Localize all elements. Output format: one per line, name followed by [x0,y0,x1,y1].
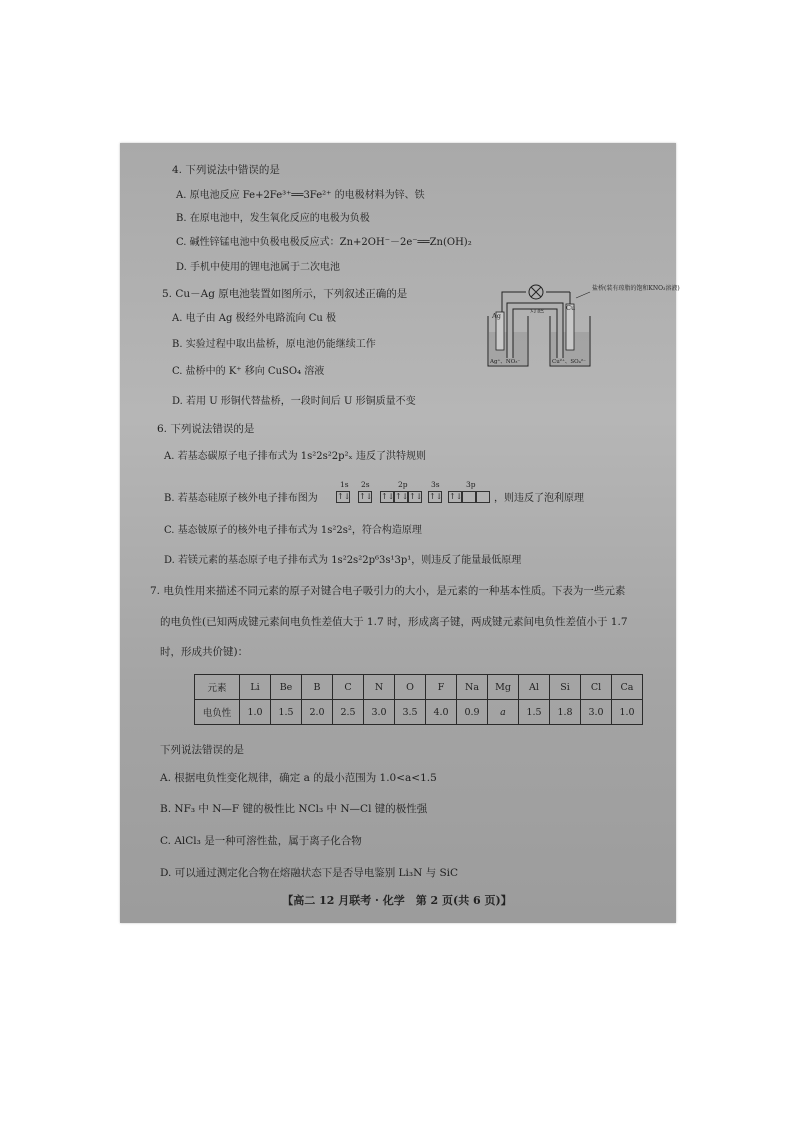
q5-option-c: C. 盐桥中的 K⁺ 移向 CuSO₄ 溶液 [172,366,325,377]
q6-option-a: A. 若基态碳原子电子排布式为 1s²2s²2p²ₓ 违反了洪特规则 [164,451,426,462]
q5-option-b: B. 实验过程中取出盐桥，原电池仍能继续工作 [172,339,376,350]
electronegativity-row: 电负性 1.0 1.5 2.0 2.5 3.0 3.5 4.0 0.9 a 1.5 1.8 3.0 1.0 [195,700,643,725]
q7-question: 下列说法错误的是 [160,744,244,756]
galvanic-cell-figure [480,282,680,374]
q5-option-a: A. 电子由 Ag 极经外电路流向 Cu 极 [172,313,337,324]
svg-text:Ag⁺、NO₃⁻: Ag⁺、NO₃⁻ [490,359,521,365]
q5-stem: 5. Cu－Ag 原电池装置如图所示，下列叙述正确的是 [162,288,408,300]
q4-option-c: C. 碱性锌锰电池中负极电极反应式：Zn+2OH⁻－2e⁻══Zn(OH)₂ [176,237,472,248]
q7-option-a: A. 根据电负性变化规律，确定 a 的最小范围为 1.0<a<1.5 [160,772,437,784]
q7-option-d: D. 可以通过测定化合物在熔融状态下是否导电鉴别 Li₃N 与 SiC [160,867,459,879]
q6-stem: 6. 下列说法错误的是 [157,423,255,435]
q7-stem-line1: 7. 电负性用来描述不同元素的原子对键合电子吸引力的大小，是元素的一种基本性质。下表为一些元素 [150,585,626,597]
salt-bridge-label: 盐桥(装有琼脂的饱和KNO₃溶液) [592,285,680,292]
q7-stem-line2: 的电负性(已知两成键元素间电负性差值大于 1.7 时，形成离子键，两成键元素间电负性差值小于 1.7 [160,616,628,628]
q7-stem-line3: 时，形成共价键)： [160,646,249,658]
q6-option-c: C. 基态铍原子的核外电子排布式为 1s²2s²，符合构造原理 [164,525,422,536]
q6-option-b-prefix: B. 若基态硅原子核外电子排布图为 [164,493,318,504]
svg-text:Ag: Ag [492,312,501,320]
q6-option-d: D. 若镁元素的基态原子电子排布式为 1s²2s²2p⁶3s¹3p¹，则违反了能量最低原理 [164,555,522,566]
q4-option-b: B. 在原电池中，发生氧化反应的电极为负极 [176,213,370,224]
svg-text:Cu²⁺、SO₄²⁻: Cu²⁺、SO₄²⁻ [552,359,586,365]
q4-option-d: D. 手机中使用的锂电池属于二次电池 [176,262,341,273]
electronegativity-table [194,674,643,725]
q7-option-b: B. NF₃ 中 N—F 键的极性比 NCl₃ 中 N—Cl 键的极性强 [160,803,428,815]
q6-option-b-suffix: ，则违反了泡利原理 [494,493,584,504]
element-row: 元素 Li Be B C N O F Na Mg Al Si Cl Ca [195,675,643,700]
q4-stem: 4. 下列说法中错误的是 [172,164,280,176]
q7-option-c: C. AlCl₃ 是一种可溶性盐，属于离子化合物 [160,835,362,847]
page-footer: 【高二 12 月联考 · 化学 第 2 页(共 6 页)】 [282,894,512,907]
svg-text:Cu: Cu [566,304,576,312]
q5-option-d: D. 若用 U 形铜代替盐桥，一段时间后 U 形铜质量不变 [172,396,416,407]
bulb-label: 灯泡 [530,306,544,314]
q4-option-a: A. 原电池反应 Fe+2Fe³⁺══3Fe²⁺ 的电极材料为锌、铁 [176,190,425,201]
